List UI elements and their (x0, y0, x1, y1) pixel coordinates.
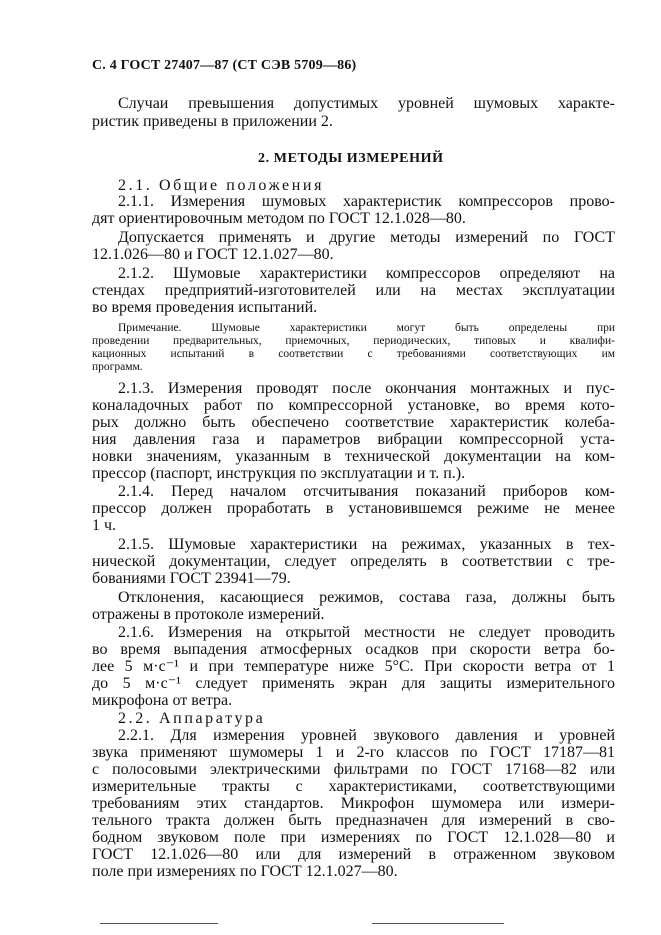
para-2-2-1-line-8: ГОСТ 12.1.026—80 или для измерений в отраженном звуковом (92, 846, 615, 863)
para-2-1-4-line-1: 2.1.4. Перед началом отсчитывания показаний приборов ком- (118, 483, 615, 500)
para-2-1-6-line-4: до 5 м·с⁻¹ следует применять экран для защиты измерительного (92, 675, 615, 692)
page-header: С. 4 ГОСТ 27407—87 (СТ СЭВ 5709—86) (92, 58, 357, 73)
para-2-1-5-line-1: 2.1.5. Шумовые характеристики на режимах, указанных в тех- (118, 536, 615, 553)
para-2-1-5b-line-1: Отклонения, касающиеся режимов, состава газа, должны быть (118, 589, 615, 606)
para-2-1-2-line-2: стендах предприятий-изготовителей или на местах эксплуатации (92, 282, 615, 299)
para-2-1-2-line-3: во время проведения испытаний. (92, 299, 318, 316)
subsection-2-2-heading: 2.2. Аппаратура (118, 710, 266, 727)
para-2-1-3-line-2: коналадочных работ по компрессорной установке, во время кото- (92, 397, 615, 414)
note-line-3: кационных испытаний в соответствии с требованиями соответствующих им (92, 348, 615, 360)
para-2-1-6-line-2: во время выпадения атмосферных осадков при скорости ветра бо- (92, 641, 615, 658)
para-2-1-5-line-2: нической документации, следует определять в соответствии с тре- (92, 553, 615, 570)
para-2-2-1-line-5: требованиям этих стандартов. Микрофон шумомера или измери- (92, 795, 615, 812)
para-2-2-1-line-9: поле при измерениях по ГОСТ 12.1.027—80. (92, 863, 398, 880)
para-2-1-3-line-1: 2.1.3. Измерения проводят после окончания монтажных и пус- (118, 380, 615, 397)
note-line-2: проведении предварительных, приемочных, периодических, типовых и квалифи- (92, 335, 615, 347)
para-2-1-5-line-3: бованиями ГОСТ 23941—79. (92, 570, 291, 587)
note-line-1: Примечание. Шумовые характеристики могут быть определены при (118, 322, 615, 334)
intro-line-2: ристик приведены в приложении 2. (92, 113, 333, 130)
para-2-2-1-line-6: тельного тракта должен быть предназначен для измерений в сво- (92, 812, 615, 829)
para-2-1-4-line-3: 1 ч. (92, 517, 117, 534)
para-2-1-4-line-2: прессор должен проработать в установившемся режиме не менее (92, 500, 615, 517)
note-line-4: программ. (92, 361, 143, 373)
para-2-1-3-line-5: новки значениям, указанным в технической документации на ком- (92, 448, 615, 465)
para-2-1-3-line-6: прессор (паспорт, инструкция по эксплуатации и т. п.). (92, 465, 466, 482)
para-2-1-1-line-2: дят ориентировочным методом по ГОСТ 12.1.028—80. (92, 210, 466, 227)
para-2-2-1-line-2: звука применяют шумомеры 1 и 2-го классов по ГОСТ 17187—81 (92, 744, 615, 761)
subsection-2-1-heading: 2.1. Общие положения (118, 177, 325, 194)
footer-rule-left (100, 923, 218, 924)
para-2-1-5b-line-2: отражены в протоколе измерений. (92, 606, 325, 623)
para-2-1-1b-line-1: Допускается применять и другие методы измерений по ГОСТ (118, 229, 615, 246)
para-2-1-1-line-1: 2.1.1. Измерения шумовых характеристик компрессоров прово- (118, 193, 615, 210)
para-2-1-3-line-3: рых должно быть обеспечено соответствие характеристик колеба- (92, 414, 615, 431)
para-2-1-6-line-3: лее 5 м·с⁻¹ и при температуре ниже 5°С. При скорости ветра от 1 (92, 658, 615, 675)
para-2-2-1-line-1: 2.2.1. Для измерения уровней звукового давления и уровней (118, 727, 615, 744)
para-2-1-2-line-1: 2.1.2. Шумовые характеристики компрессоров определяют на (118, 265, 615, 282)
section-title: 2. МЕТОДЫ ИЗМЕРЕНИЙ (258, 151, 444, 166)
para-2-1-3-line-4: ния давления газа и параметров вибрации компрессорной уста- (92, 431, 615, 448)
para-2-2-1-line-3: с полосовыми электрическими фильтрами по ГОСТ 17168—82 или (92, 761, 615, 778)
footer-rule-right (372, 923, 504, 924)
intro-line-1: Случаи превышения допустимых уровней шумовых характе- (118, 95, 615, 112)
para-2-1-6-line-1: 2.1.6. Измерения на открытой местности не следует проводить (118, 624, 615, 641)
para-2-2-1-line-4: измерительные тракты с характеристиками, соответствующими (92, 778, 615, 795)
para-2-2-1-line-7: бодном звуковом поле при измерениях по ГОСТ 12.1.028—80 и (92, 829, 615, 846)
para-2-1-6-line-5: микрофона от ветра. (92, 692, 233, 709)
para-2-1-1b-line-2: 12.1.026—80 и ГОСТ 12.1.027—80. (92, 246, 334, 263)
